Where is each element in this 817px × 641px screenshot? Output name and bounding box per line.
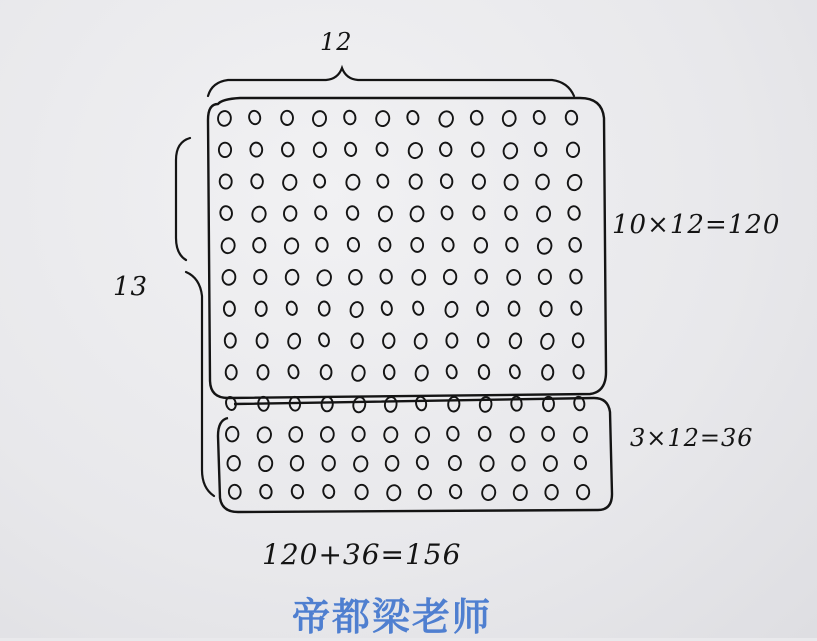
dot-top-block <box>381 301 393 316</box>
dot-bottom-block <box>256 426 272 444</box>
dot-bottom-block <box>416 455 430 470</box>
dot-bottom-block <box>542 426 555 441</box>
dot-top-block <box>314 142 326 157</box>
dot-top-block <box>346 205 359 220</box>
dot-top-block <box>540 301 552 316</box>
dot-bottom-block <box>385 455 399 471</box>
dot-top-block <box>474 238 487 253</box>
dot-bottom-block <box>229 485 242 500</box>
dot-top-block <box>440 174 453 189</box>
dot-top-block <box>569 237 582 252</box>
bottom-block-outline <box>218 398 612 512</box>
dot-top-block <box>414 333 428 350</box>
dot-top-block <box>375 142 389 157</box>
dot-top-block <box>248 110 262 126</box>
dot-top-block <box>312 110 327 127</box>
dot-top-block <box>344 142 357 157</box>
dot-top-block <box>286 301 298 316</box>
dot-top-block <box>542 365 554 380</box>
dot-top-block <box>315 237 328 252</box>
dot-top-block <box>569 269 582 284</box>
dot-top-block <box>352 396 367 413</box>
dot-bottom-block <box>419 485 431 500</box>
dot-bottom-block <box>227 456 240 471</box>
dot-top-block <box>411 238 424 253</box>
dot-top-block <box>376 173 390 188</box>
bottom-block-equation: 3×12=36 <box>630 424 754 452</box>
top-block-equation: 10×12=120 <box>612 210 781 240</box>
dot-bottom-block <box>291 484 305 499</box>
dot-top-block <box>380 269 393 284</box>
dot-top-block <box>226 365 237 380</box>
dot-bottom-block <box>573 426 588 443</box>
dot-bottom-block <box>577 485 590 500</box>
dot-top-block <box>351 364 367 382</box>
dot-bottom-block <box>322 456 335 471</box>
dot-top-block <box>472 142 484 157</box>
dot-bottom-block <box>353 455 369 473</box>
dot-bottom-block <box>449 456 461 470</box>
dot-bottom-block <box>258 455 273 472</box>
dot-bottom-block <box>290 455 303 470</box>
dot-top-block <box>253 238 265 253</box>
dot-top-block <box>255 301 266 316</box>
dot-top-block <box>438 110 455 128</box>
dot-top-block <box>414 364 429 382</box>
dot-top-block <box>536 205 551 222</box>
dot-top-block <box>378 205 393 222</box>
dot-top-block <box>508 301 519 315</box>
dot-top-block <box>503 174 518 191</box>
dot-top-block <box>532 110 546 126</box>
dot-top-block <box>415 396 427 411</box>
dot-top-block <box>282 174 298 192</box>
dot-top-block <box>222 269 237 285</box>
dot-top-block <box>444 301 459 318</box>
dot-top-block <box>384 365 395 380</box>
dot-top-block <box>281 111 293 126</box>
dot-top-block <box>410 206 425 223</box>
dot-top-block <box>536 237 553 255</box>
dot-top-block <box>287 333 301 350</box>
dot-top-block <box>441 237 455 253</box>
dot-top-block <box>407 142 423 160</box>
dot-bottom-block <box>259 484 272 499</box>
dot-top-block <box>316 269 333 287</box>
dot-top-block <box>504 206 517 221</box>
dot-top-block <box>256 333 268 348</box>
dot-top-block <box>444 270 457 285</box>
dot-bottom-block <box>513 484 528 501</box>
watermark-text: 帝都梁老师 <box>292 595 493 639</box>
dot-top-block <box>220 174 232 188</box>
dot-top-block <box>567 205 580 220</box>
dot-grid <box>217 110 589 502</box>
dot-top-block <box>314 205 328 220</box>
dot-top-block <box>445 364 458 379</box>
dot-top-block <box>565 110 578 125</box>
dot-top-block <box>225 333 236 348</box>
dot-top-block <box>477 301 488 316</box>
dot-top-block <box>378 237 392 252</box>
dot-top-block <box>283 237 299 255</box>
dot-top-block <box>566 173 583 191</box>
dot-top-block <box>406 110 420 125</box>
dot-top-block <box>351 333 364 349</box>
dot-bottom-block <box>543 455 558 472</box>
dot-top-block <box>509 364 522 379</box>
dot-top-block <box>224 301 235 315</box>
dot-top-block <box>478 365 490 380</box>
dot-top-block <box>343 110 356 125</box>
dot-top-block <box>411 269 426 285</box>
dot-bottom-block <box>449 484 463 499</box>
dot-top-block <box>345 174 360 191</box>
dot-top-block <box>412 301 425 316</box>
dot-top-block <box>251 205 267 223</box>
dot-top-block <box>348 269 362 285</box>
dot-top-block <box>470 110 483 125</box>
dot-top-block <box>285 269 299 285</box>
dot-top-block <box>250 142 263 157</box>
dot-bottom-block <box>352 427 364 442</box>
dot-bottom-block <box>479 455 494 472</box>
top-brace <box>208 68 574 96</box>
dot-top-block <box>220 206 233 221</box>
dot-top-block <box>382 333 395 349</box>
total-equation: 120+36=156 <box>262 538 462 571</box>
dot-bottom-block <box>414 426 430 444</box>
dot-bottom-block <box>386 484 402 501</box>
dot-top-block <box>539 270 551 285</box>
width-label: 12 <box>320 28 353 56</box>
dot-top-block <box>570 300 583 315</box>
dot-top-block <box>321 397 333 412</box>
dot-top-block <box>535 174 549 190</box>
dot-top-block <box>439 142 452 157</box>
dot-top-block <box>448 397 460 412</box>
dot-bottom-block <box>510 426 525 443</box>
dot-bottom-block <box>288 426 303 442</box>
dot-bottom-block <box>446 426 459 441</box>
dot-top-block <box>506 269 521 285</box>
dot-top-block <box>219 143 232 158</box>
dot-bottom-block <box>481 484 496 501</box>
left-brace-top <box>176 138 190 260</box>
dot-top-block <box>281 142 294 157</box>
dot-bottom-block <box>320 426 335 442</box>
dot-top-block <box>254 270 267 285</box>
dot-top-block <box>375 110 390 127</box>
dot-top-block <box>509 333 522 349</box>
dot-bottom-block <box>512 455 526 471</box>
dot-top-block <box>384 396 397 412</box>
dot-bottom-block <box>574 455 588 471</box>
dot-top-block <box>217 110 232 126</box>
dot-bottom-block <box>355 485 367 500</box>
dot-bottom-block <box>478 426 491 441</box>
dot-bottom-block <box>322 484 336 499</box>
dot-top-block <box>505 237 518 252</box>
dot-top-block <box>321 365 332 379</box>
dot-top-block <box>257 365 268 380</box>
dot-top-block <box>572 364 584 379</box>
dot-top-block <box>567 142 579 157</box>
dot-top-block <box>502 110 517 127</box>
dot-bottom-block <box>226 427 239 442</box>
dot-top-block <box>440 205 454 220</box>
dot-top-block <box>251 174 264 189</box>
dot-top-block <box>409 174 421 189</box>
dot-top-block <box>313 173 327 188</box>
dot-top-block <box>478 333 489 348</box>
dot-top-block <box>349 301 364 318</box>
dot-top-block <box>284 206 297 221</box>
dot-top-block <box>347 237 360 252</box>
dot-top-block <box>318 332 331 347</box>
dot-top-block <box>220 237 235 254</box>
dot-top-block <box>534 142 547 157</box>
dot-top-block <box>572 333 583 348</box>
dot-top-block <box>287 364 300 379</box>
dot-top-block <box>502 142 519 160</box>
dot-bottom-block <box>545 485 558 500</box>
dot-top-block <box>473 174 485 188</box>
top-block-outline <box>208 98 606 398</box>
dot-top-block <box>472 205 486 220</box>
height-label: 13 <box>113 272 149 302</box>
dot-top-block <box>319 301 330 316</box>
dot-top-block <box>475 269 488 284</box>
dot-top-block <box>540 332 556 350</box>
dot-bottom-block <box>383 426 398 443</box>
dot-top-block <box>446 333 457 348</box>
